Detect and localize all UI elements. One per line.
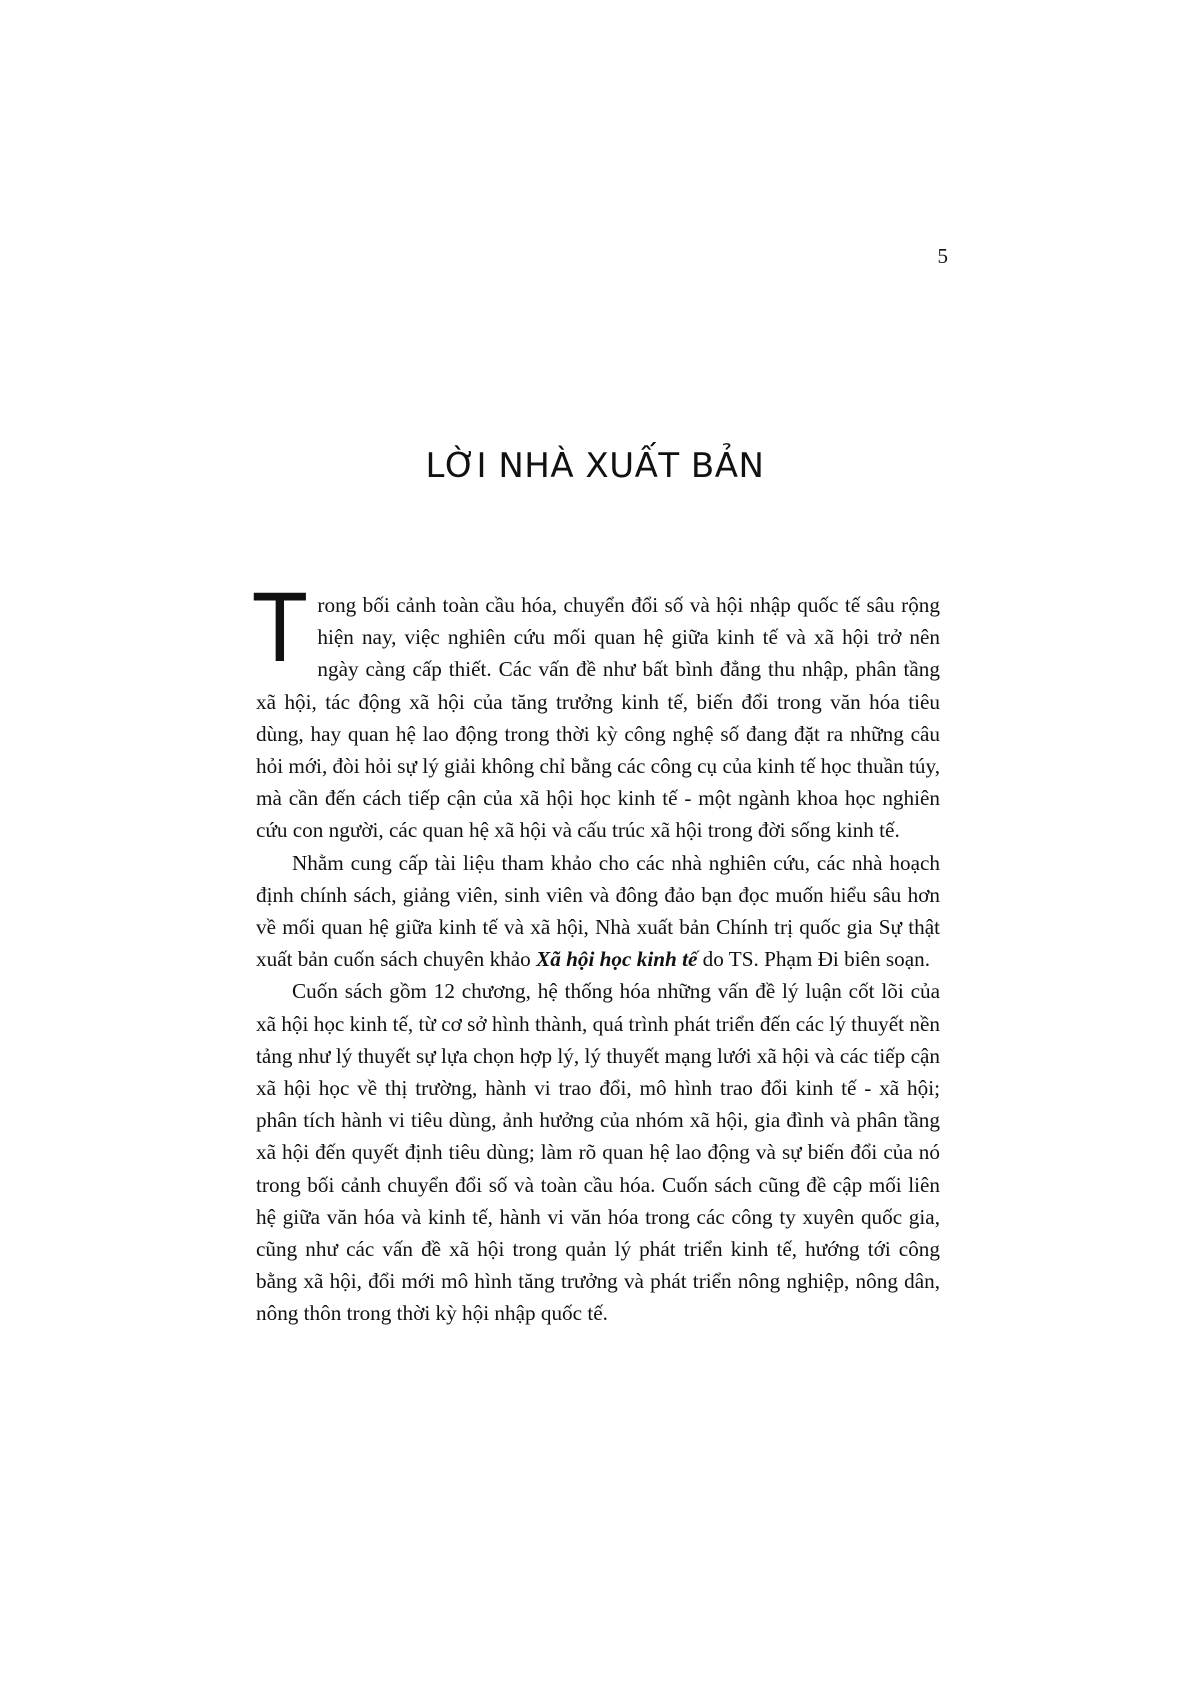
- paragraph-3: [256, 975, 940, 1329]
- paragraph-1-text: rong bối cảnh toàn cầu hóa, chuyển đổi số và hội nhập quốc tế sâu rộng hiện nay, việc nghiên cứu mối quan hệ giữa kinh tế và xã hội trở nên ngày càng cấp thiết. Các vấn đề như bất bình đẳng thu nhập, phân tầng xã hội, tác động xã hội của tăng trưởng kinh tế, biến đổi trong văn hóa tiêu dùng, hay quan hệ lao động trong thời kỳ công nghệ số đang đặt ra những câu hỏi mới, đòi hỏi sự lý giải không chỉ bằng các công cụ của kinh tế học thuần túy, mà cần đến cách tiếp cận của xã hội học kinh tế - một ngành khoa học nghiên cứu con người, các quan hệ xã hội và cấu trúc xã hội trong đời sống kinh tế.: [256, 593, 940, 843]
- body-text: [254, 575, 940, 1330]
- page-number: 5: [937, 244, 948, 268]
- paragraph-2-text-before: Nhằm cung cấp tài liệu tham khảo cho các nhà nghiên cứu, các nhà hoạch định chính sách, giảng viên, sinh viên và đông đảo bạn đọc muốn hiểu sâu hơn về mối quan hệ giữa kinh tế và xã hội, Nhà xuất bản Chính trị quốc gia Sự thật xuất bản cuốn sách chuyên khảo: [256, 850, 940, 972]
- paragraph-2: [256, 847, 940, 976]
- book-title: Xã hội học kinh tế: [536, 947, 698, 972]
- paragraph-3-text: Cuốn sách gồm 12 chương, hệ thống hóa những vấn đề lý luận cốt lõi của xã hội học kinh tế, từ cơ sở hình thành, quá trình phát triển đến các lý thuyết nền tảng như lý thuyết sự lựa chọn hợp lý, lý thuyết mạng lưới xã hội và các tiếp cận xã hội học về thị trường, hành vi trao đổi, mô hình trao đổi kinh tế - xã hội; phân tích hành vi tiêu dùng, ảnh hưởng của nhóm xã hội, gia đình và phân tầng xã hội đến quyết định tiêu dùng; làm rõ quan hệ lao động và sự biến đổi của nó trong bối cảnh chuyển đổi số và toàn cầu hóa. Cuốn sách cũng đề cập mối liên hệ giữa văn hóa và kinh tế, hành vi văn hóa trong các công ty xuyên quốc gia, cũng như các vấn đề xã hội trong quản lý phát triển kinh tế, hướng tới công bằng xã hội, đổi mới mô hình tăng trưởng và phát triển nông nghiệp, nông dân, nông thôn trong thời kỳ hội nhập quốc tế.: [256, 979, 940, 1326]
- page-title: LỜI NHÀ XUẤT BẢN: [425, 446, 765, 486]
- paragraph-2-text-after: do TS. Phạm Đi biên soạn.: [697, 947, 931, 972]
- paragraph-1: [254, 575, 940, 847]
- drop-cap: T: [254, 575, 306, 684]
